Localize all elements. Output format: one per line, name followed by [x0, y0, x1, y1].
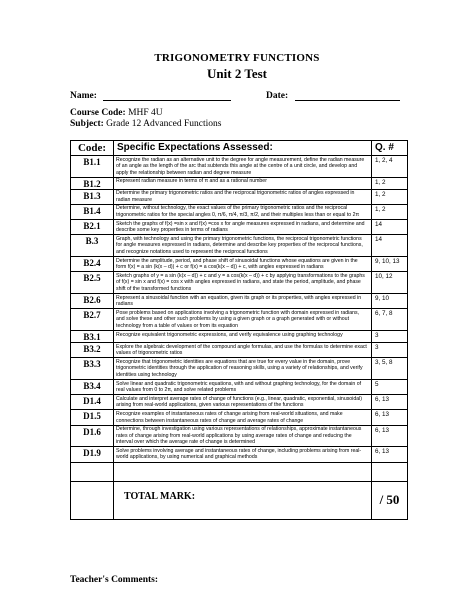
total-mark-label: TOTAL MARK:: [114, 481, 372, 519]
table-row: [71, 309, 408, 331]
table-row: [71, 410, 408, 425]
table-row: [71, 204, 408, 219]
expectation-cell: Calculate and interpret average rates of change of functions (e.g., linear, quadratic, exponential, sinusoidal) arising from real-world applications, given various representations of the functions: [114, 395, 372, 410]
question-cell: 1, 2, 4: [372, 156, 408, 178]
document-title: TRIGONOMETRY FUNCTIONS: [154, 52, 320, 64]
total-mark-value: / 50: [372, 481, 408, 519]
teacher-comments-label: Teacher's Comments:: [70, 575, 159, 585]
question-cell: 3: [372, 343, 408, 358]
code-cell: B3.4: [71, 380, 114, 395]
expectation-cell: Recognize equivalent trigonometric expressions, and verify equivalence using graphing technology: [114, 331, 372, 343]
expectations-table: [70, 140, 408, 520]
course-code-label: Course Code:: [70, 108, 126, 118]
expectation-cell: Explore the algebraic development of the compound angle formulas, and use the formulas to determine exact values of trigonometric ratios: [114, 343, 372, 358]
header-questions: Q. #: [372, 141, 408, 156]
question-cell: 6, 13: [372, 447, 408, 462]
code-cell: B2.4: [71, 257, 114, 272]
code-cell: B1.4: [71, 204, 114, 219]
table-row: [71, 343, 408, 358]
question-cell: 6, 13: [372, 410, 408, 425]
table-row: [71, 220, 408, 235]
table-row: [71, 257, 408, 272]
expectation-cell: Recognize examples of instantaneous rates of change arising from real-world situations, and make connections between instantaneous rates of change and average rates of change: [114, 410, 372, 425]
code-cell: B2.1: [71, 220, 114, 235]
expectation-cell: Represent a sinusoidal function with an equation, given its graph or its properties, with angles expressed in radians: [114, 294, 372, 309]
subject-value: Grade 12 Advanced Functions: [106, 119, 222, 129]
name-line[interactable]: [103, 100, 231, 101]
expectation-cell: Solve linear and quadratic trigonometric equations, with and without graphing technology, for the domain of real values from 0 to 2π, and solve related problems: [114, 380, 372, 395]
table-row: [71, 425, 408, 447]
header-expectations: Specific Expectations Assessed:: [114, 141, 372, 156]
expectation-cell: Graph, with technology and using the primary trigonometric functions, the reciprocal trigonometric functions for angle measures expressed in radians, determine and describe key properties of the reciprocal functions, and recognize notations used to represent the reciprocal functions: [114, 235, 372, 257]
question-cell: 1, 2: [372, 204, 408, 219]
blank-cell: [71, 462, 114, 481]
question-cell: 14: [372, 220, 408, 235]
header-code: Code:: [71, 141, 114, 156]
code-cell: D1.5: [71, 410, 114, 425]
blank-row: [71, 462, 408, 481]
code-cell: B3.2: [71, 343, 114, 358]
blank-cell: [114, 462, 372, 481]
expectation-cell: Sketch the graphs of f(x) =sin x and f(x) =cos x for angle measures expressed in radians, and determine and describe some key properties in terms of radians: [114, 220, 372, 235]
table-header-row: [71, 141, 408, 156]
question-cell: 9, 10: [372, 294, 408, 309]
code-cell: B3.3: [71, 358, 114, 380]
question-cell: 3: [372, 331, 408, 343]
table-row: [71, 294, 408, 309]
code-cell: B3.1: [71, 331, 114, 343]
table-row: [71, 395, 408, 410]
total-row: [71, 481, 408, 519]
code-cell: D1.9: [71, 447, 114, 462]
table-row: [71, 447, 408, 462]
code-cell: D1.6: [71, 425, 114, 447]
table-row: [71, 189, 408, 204]
question-cell: 9, 10, 13: [372, 257, 408, 272]
course-code-value: MHF 4U: [128, 108, 163, 118]
question-cell: 1, 2: [372, 177, 408, 189]
code-cell: B1.2: [71, 177, 114, 189]
table-row: [71, 177, 408, 189]
expectation-cell: Sketch graphs of y = a sin (k(x – d)) + c and y = a cos(k(x – d)) + c by applying transformations to the graphs of f(x) = sin x and f(x) = cos x with angles expressed in radians, and state the period, amplitude, and phase shift of the transformed functions: [114, 272, 372, 294]
date-label: Date:: [266, 91, 289, 101]
question-cell: 1, 2: [372, 189, 408, 204]
question-cell: 14: [372, 235, 408, 257]
question-cell: 3, 5, 8: [372, 358, 408, 380]
course-code-row: [70, 108, 163, 118]
subject-label: Subject:: [70, 119, 104, 129]
table-row: [71, 331, 408, 343]
question-cell: 6, 13: [372, 425, 408, 447]
question-cell: 6, 7, 8: [372, 309, 408, 331]
subject-row: [70, 119, 221, 129]
expectation-cell: Determine, through investigation using various representations of relationships, approximate instantaneous rates of change arising from real-world applications by using average rates of change and reducing the interval over which the average rate of change is determined: [114, 425, 372, 447]
expectation-cell: Represent radian measure in terms of π and as a rational number: [114, 177, 372, 189]
expectation-cell: Determine the amplitude, period, and phase shift of sinusoidal functions whose equations are given in the form f(x) = a sin (k(x – d)) + c or f(x) = a cos(k(x – d)) + c, with angles expressed in radians: [114, 257, 372, 272]
code-cell: B2.5: [71, 272, 114, 294]
question-cell: 10, 12: [372, 272, 408, 294]
code-cell: B1.3: [71, 189, 114, 204]
document-subtitle: Unit 2 Test: [207, 66, 267, 81]
expectation-cell: Pose problems based on applications involving a trigonometric function with domain expressed in radians, and solve these and other such problems by using a given graph or a graph generated with or without technology from a table of values or from its equation: [114, 309, 372, 331]
expectation-cell: Determine, without technology, the exact values of the primary trigonometric ratios and the reciprocal trigonometric ratios for the special angles 0, π/6, π/4, π/3, π/2, and their multiples less than or equal to 2π: [114, 204, 372, 219]
table-row: [71, 235, 408, 257]
question-cell: 5: [372, 380, 408, 395]
expectation-cell: Solve problems involving average and instantaneous rates of change, including problems arising from real-world applications, by using numerical and graphical methods: [114, 447, 372, 462]
code-cell: D1.4: [71, 395, 114, 410]
expectation-cell: Determine the primary trigonometric ratios and the reciprocal trigonometric ratios of angles expressed in radian measure: [114, 189, 372, 204]
code-cell: B1.1: [71, 156, 114, 178]
expectation-cell: Recognize the radian as an alternative unit to the degree for angle measurement, define the radian measure of an angle as the length of the arc that subtends this angle at the centre of a unit circle, and develop and apply the relationship between radian and degree measure: [114, 156, 372, 178]
table-row: [71, 380, 408, 395]
table-row: [71, 156, 408, 178]
question-cell: 6, 13: [372, 395, 408, 410]
blank-cell: [372, 462, 408, 481]
code-cell: B2.6: [71, 294, 114, 309]
table-row: [71, 272, 408, 294]
code-cell: B.3: [71, 235, 114, 257]
code-cell: B2.7: [71, 309, 114, 331]
total-empty-cell: [71, 481, 114, 519]
date-line[interactable]: [295, 100, 400, 101]
name-label: Name:: [70, 91, 97, 101]
table-row: [71, 358, 408, 380]
expectation-cell: Recognize that trigonometric identities are equations that are true for every value in the domain, prove trigonometric identities through the application of reasoning skills, using a variety of relationships, and verify identities using technology: [114, 358, 372, 380]
